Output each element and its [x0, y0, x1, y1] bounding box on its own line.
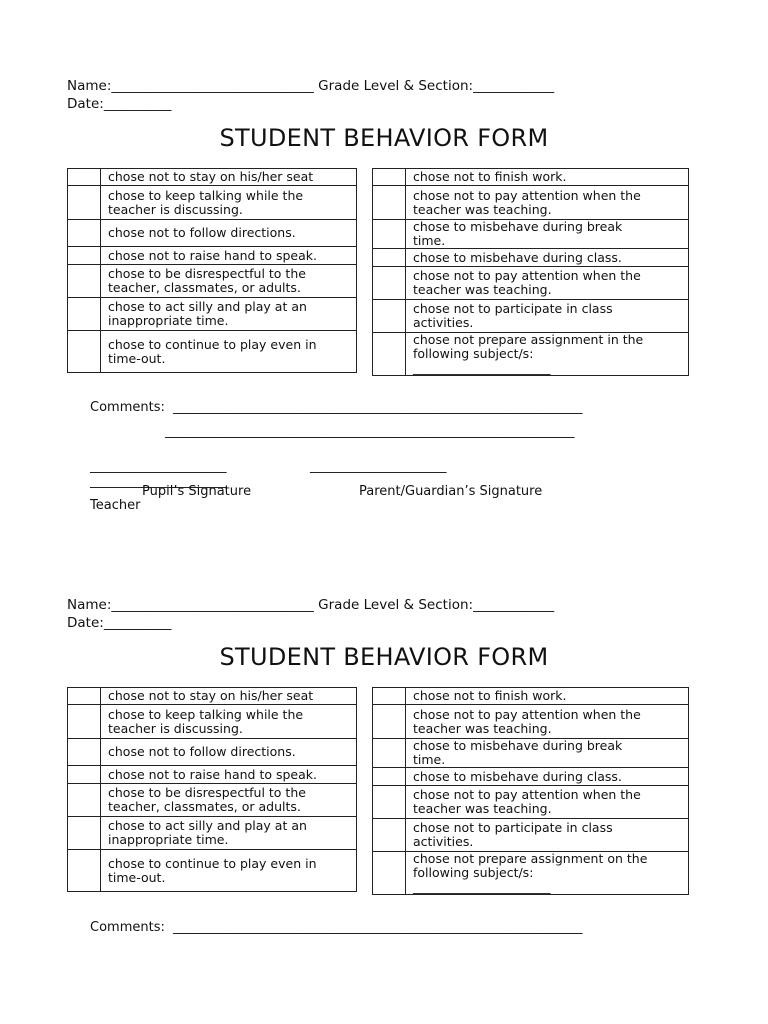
comments-label: Comments:: [90, 400, 169, 415]
behavior-table-right: [372, 168, 689, 376]
comments-line[interactable]: _______________________________________________________________: [173, 920, 583, 935]
checkbox[interactable]: [373, 852, 406, 895]
checkbox[interactable]: [68, 265, 101, 298]
behavior-item: chose to keep talking while the teacher is discussing.: [101, 186, 357, 220]
name-grade-line[interactable]: Name:______________________________ Grade Level & Section:____________: [67, 78, 555, 94]
teacher-signature-label: Teacher: [90, 498, 141, 513]
checkbox[interactable]: [373, 267, 406, 300]
behavior-item: chose not prepare assignment on the following subject/s: ______________________: [406, 852, 689, 895]
checkbox[interactable]: [373, 688, 406, 705]
name-grade-line[interactable]: Name:______________________________ Grade Level & Section:____________: [67, 597, 555, 613]
behavior-item: chose not to pay attention when the teacher was teaching.: [406, 786, 689, 819]
behavior-item: chose to act silly and play at an inappropriate time.: [101, 298, 357, 331]
checkbox[interactable]: [373, 300, 406, 333]
behavior-table-left: [67, 168, 357, 373]
checkbox[interactable]: [68, 817, 101, 850]
behavior-item: chose to continue to play even in time-out.: [101, 850, 357, 892]
checkbox[interactable]: [373, 186, 406, 220]
behavior-table-right: [372, 687, 689, 895]
behavior-item: chose to misbehave during break time.: [406, 220, 689, 249]
behavior-item: chose to be disrespectful to the teacher, classmates, or adults.: [101, 265, 357, 298]
page-title: STUDENT BEHAVIOR FORM: [219, 124, 549, 152]
checkbox[interactable]: [373, 819, 406, 852]
pupil-signature-line[interactable]: _____________________: [90, 459, 227, 474]
checkbox[interactable]: [68, 331, 101, 373]
checkbox[interactable]: [68, 850, 101, 892]
checkbox[interactable]: [68, 784, 101, 817]
behavior-item: chose not to follow directions.: [101, 739, 357, 766]
checkbox[interactable]: [68, 247, 101, 265]
behavior-item: chose not prepare assignment in the following subject/s: ______________________: [406, 333, 689, 376]
behavior-item: chose not to pay attention when the teacher was teaching.: [406, 267, 689, 300]
behavior-item: chose to misbehave during class.: [406, 768, 689, 786]
behavior-table-left: [67, 687, 357, 892]
checkbox[interactable]: [373, 249, 406, 267]
checkbox[interactable]: [373, 333, 406, 376]
checkbox[interactable]: [373, 768, 406, 786]
parent-signature-label: Parent/Guardian’s Signature: [359, 484, 543, 499]
behavior-item: chose to continue to play even in time-out.: [101, 331, 357, 373]
checkbox[interactable]: [68, 298, 101, 331]
behavior-item: chose not to pay attention when the teacher was teaching.: [406, 705, 689, 739]
checkbox[interactable]: [68, 688, 101, 705]
pupil-signature-label: Pupil’s Signature: [142, 484, 252, 499]
behavior-item: chose not to follow directions.: [101, 220, 357, 247]
checkbox[interactable]: [373, 169, 406, 186]
behavior-item: chose to misbehave during class.: [406, 249, 689, 267]
behavior-item: chose not to stay on his/her seat: [101, 688, 357, 705]
checkbox[interactable]: [68, 766, 101, 784]
checkbox[interactable]: [68, 739, 101, 766]
date-line[interactable]: Date:__________: [67, 96, 172, 112]
behavior-item: chose not to participate in class activities.: [406, 300, 689, 333]
behavior-item: chose not to pay attention when the teacher was teaching.: [406, 186, 689, 220]
page-title: STUDENT BEHAVIOR FORM: [219, 643, 549, 671]
behavior-item: chose to keep talking while the teacher is discussing.: [101, 705, 357, 739]
checkbox[interactable]: [373, 220, 406, 249]
comments-line[interactable]: _______________________________________________________________: [165, 424, 575, 439]
behavior-item: chose not to finish work.: [406, 688, 689, 705]
checkbox[interactable]: [373, 739, 406, 768]
behavior-item: chose to be disrespectful to the teacher, classmates, or adults.: [101, 784, 357, 817]
comments-line[interactable]: _______________________________________________________________: [173, 400, 583, 415]
checkbox[interactable]: [68, 169, 101, 186]
checkbox[interactable]: [68, 220, 101, 247]
comments-label: Comments:: [90, 920, 169, 935]
checkbox[interactable]: [68, 705, 101, 739]
behavior-item: chose not to raise hand to speak.: [101, 247, 357, 265]
behavior-item: chose to misbehave during break time.: [406, 739, 689, 768]
teacher-signature-line[interactable]: _____________________: [90, 474, 227, 489]
behavior-item: chose to act silly and play at an inappropriate time.: [101, 817, 357, 850]
behavior-item: chose not to stay on his/her seat: [101, 169, 357, 186]
date-line[interactable]: Date:__________: [67, 615, 172, 631]
parent-signature-line[interactable]: _____________________: [310, 459, 447, 474]
checkbox[interactable]: [68, 186, 101, 220]
checkbox[interactable]: [373, 705, 406, 739]
behavior-item: chose not to raise hand to speak.: [101, 766, 357, 784]
behavior-item: chose not to participate in class activities.: [406, 819, 689, 852]
checkbox[interactable]: [373, 786, 406, 819]
behavior-item: chose not to finish work.: [406, 169, 689, 186]
